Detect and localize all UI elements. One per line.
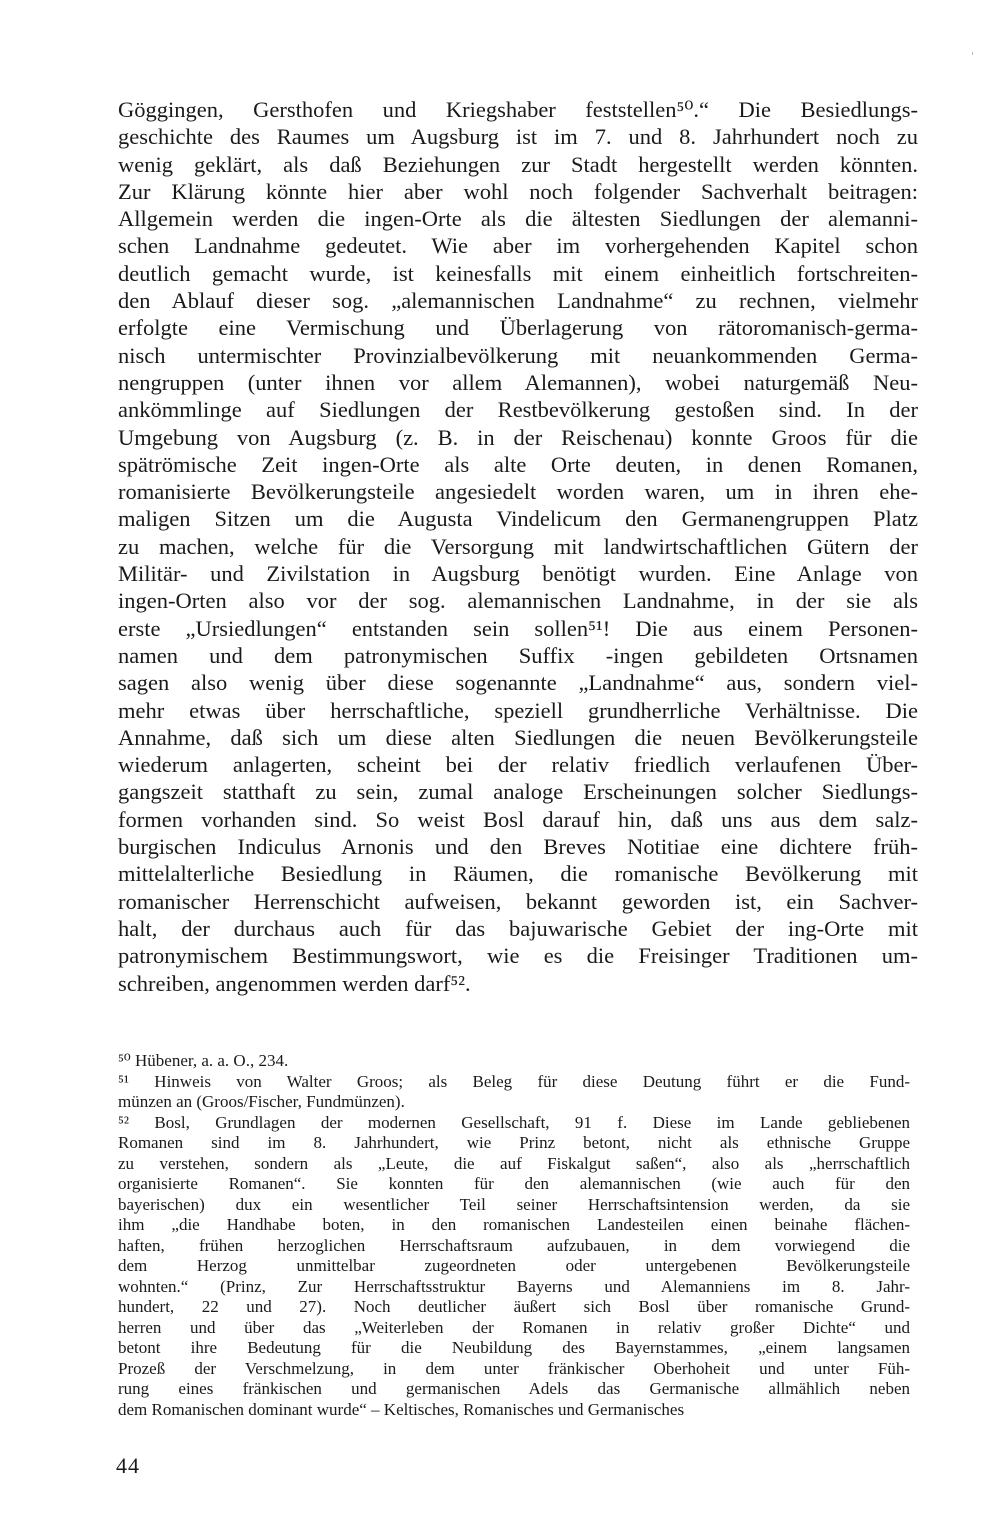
body-line: schreiben, angenommen werden darf⁵². xyxy=(118,970,471,996)
footnote-line: dem Romanischen dominant wurde“ – Keltisches, Romanisches und Germanisches xyxy=(118,1399,685,1419)
footnote-line: haften, frühen herzoglichen Herrschaftsraum aufzubauen, in dem vorwiegend die xyxy=(118,1235,910,1255)
body-line: Militär- und Zivilstation in Augsburg benötigt wurden. Eine Anlage von xyxy=(118,561,918,587)
body-line: namen und dem patronymischen Suffix -ingen gebildeten Ortsnamen xyxy=(118,642,918,668)
footnote-line: bayerischen) dux ein wesentlicher Teil seiner Herrschaftsintension werden, da sie xyxy=(118,1194,910,1214)
footnote-line: hundert, 22 und 27). Noch deutlicher äußert sich Bosl über romanische Grund- xyxy=(118,1297,910,1316)
body-line: wiederum anlagerten, scheint bei der relativ friedlich verlaufenen Über- xyxy=(118,752,918,778)
body-line: nengruppen (unter ihnen vor allem Alemannen), wobei naturgemäß Neu- xyxy=(118,369,918,395)
body-line: wenig geklärt, als daß Beziehungen zur Stadt hergestellt werden könnten. xyxy=(118,151,918,177)
body-line: geschichte des Raumes um Augsburg ist im 7. und 8. Jahrhundert noch zu xyxy=(118,124,918,150)
body-line: Göggingen, Gersthofen und Kriegshaber feststellen⁵⁰.“ Die Besiedlungs- xyxy=(118,97,918,122)
body-line: formen vorhanden sind. So weist Bosl darauf hin, daß uns aus dem salz- xyxy=(118,806,918,832)
footnote-line: dem Herzog unmittelbar zugeordneten oder untergebenen Bevölkerungsteile xyxy=(118,1256,910,1275)
body-line: burgischen Indiculus Arnonis und den Breves Notitiae eine dichtere früh- xyxy=(118,834,918,860)
body-line: Allgemein werden die ingen-Orte als die ältesten Siedlungen der alemanni- xyxy=(118,206,918,232)
footnote-line: ⁵⁰ Hübener, a. a. O., 234. xyxy=(118,1051,289,1070)
footnotes xyxy=(118,1051,910,1420)
body-line: halt, der durchaus auch für das bajuwarische Gebiet der ing-Orte mit xyxy=(118,915,918,941)
body-line: romanisierte Bevölkerungsteile angesiedelt worden waren, um in ihren ehe- xyxy=(118,479,918,505)
footnote-line: herren und über das „Weiterleben der Romanen in relativ großer Dichte“ und xyxy=(118,1317,910,1337)
body-line: schen Landnahme gedeutet. Wie aber im vorhergehenden Kapitel schon xyxy=(118,233,918,259)
body-line: gangszeit statthaft zu sein, zumal analoge Erscheinungen solcher Siedlungs- xyxy=(118,779,918,805)
footnote-line: münzen an (Groos/Fischer, Fundmünzen). xyxy=(118,1092,405,1111)
body-line: erfolgte eine Vermischung und Überlagerung von rätoromanisch-germa- xyxy=(118,315,918,341)
body-text xyxy=(118,96,918,997)
footnote-line: rung eines fränkischen und germanischen Adels das Germanische allmählich neben xyxy=(118,1379,910,1398)
body-line: nisch untermischter Provinzialbevölkerung mit neuankommenden Germa- xyxy=(118,342,918,368)
page-number: 44 xyxy=(116,1453,140,1478)
body-line: ingen-Orten also vor der sog. alemannischen Landnahme, in der sie als xyxy=(118,588,918,614)
footnote-line: Romanen sind im 8. Jahrhundert, wie Prinz betont, nicht als ethnische Gruppe xyxy=(118,1133,910,1152)
body-line: deutlich gemacht wurde, ist keinesfalls mit einem einheitlich fortschreiten- xyxy=(118,260,918,286)
body-line: romanischer Herrenschicht aufweisen, bekannt geworden ist, ein Sachver- xyxy=(118,888,918,914)
footnote-line: organisierte Romanen“. Sie konnten für den alemannischen (wie auch für den xyxy=(118,1174,910,1193)
body-line: Umgebung von Augsburg (z. B. in der Reischenau) konnte Groos für die xyxy=(118,424,918,450)
body-line: sagen also wenig über diese sogenannte „Landnahme“ aus, sondern viel- xyxy=(118,670,918,696)
footnote-line: ⁵² Bosl, Grundlagen der modernen Gesellschaft, 91 f. Diese im Lande gebliebenen xyxy=(118,1112,910,1132)
footnote-line: Prozeß der Verschmelzung, in dem unter fränkischer Oberhoheit und unter Füh- xyxy=(118,1358,910,1378)
body-line: mehr etwas über herrschaftliche, speziell grundherrliche Verhältnisse. Die xyxy=(118,697,918,723)
footnote-line: wohnten.“ (Prinz, Zur Herrschaftsstruktur Bayerns und Alemanniens im 8. Jahr- xyxy=(118,1276,910,1296)
body-line: mittelalterliche Besiedlung in Räumen, die romanische Bevölkerung mit xyxy=(118,861,918,887)
body-line: zu machen, welche für die Versorgung mit landwirtschaftlichen Gütern der xyxy=(118,533,918,559)
footnote-line: ⁵¹ Hinweis von Walter Groos; als Beleg für diese Deutung führt er die Fund- xyxy=(118,1071,910,1091)
page-edge-mark xyxy=(972,52,973,55)
body-line: spätrömische Zeit ingen-Orte als alte Orte deuten, in denen Romanen, xyxy=(118,451,918,477)
body-line: Zur Klärung könnte hier aber wohl noch folgender Sachverhalt beitragen: xyxy=(118,178,918,204)
footnote-line: betont ihre Bedeutung für die Neubildung des Bayernstammes, „einem langsamen xyxy=(118,1338,910,1357)
body-line: maligen Sitzen um die Augusta Vindelicum den Germanengruppen Platz xyxy=(118,506,918,532)
body-line: patronymischem Bestimmungswort, wie es die Freisinger Traditionen um- xyxy=(118,943,918,969)
body-line: erste „Ursiedlungen“ entstanden sein sollen⁵¹! Die aus einem Personen- xyxy=(118,615,918,641)
body-line: den Ablauf dieser sog. „alemannischen Landnahme“ zu rechnen, vielmehr xyxy=(118,288,918,314)
body-line: ankömmlinge auf Siedlungen der Restbevölkerung gestoßen sind. In der xyxy=(118,397,918,423)
body-line: Annahme, daß sich um diese alten Siedlungen die neuen Bevölkerungsteile xyxy=(118,724,918,750)
footnote-line: ihm „die Handhabe boten, in den romanischen Landesteilen einen beinahe flächen- xyxy=(118,1215,910,1234)
footnote-line: zu verstehen, sondern als „Leute, die auf Fiskalgut saßen“, also als „herrschaftlich xyxy=(118,1153,910,1173)
